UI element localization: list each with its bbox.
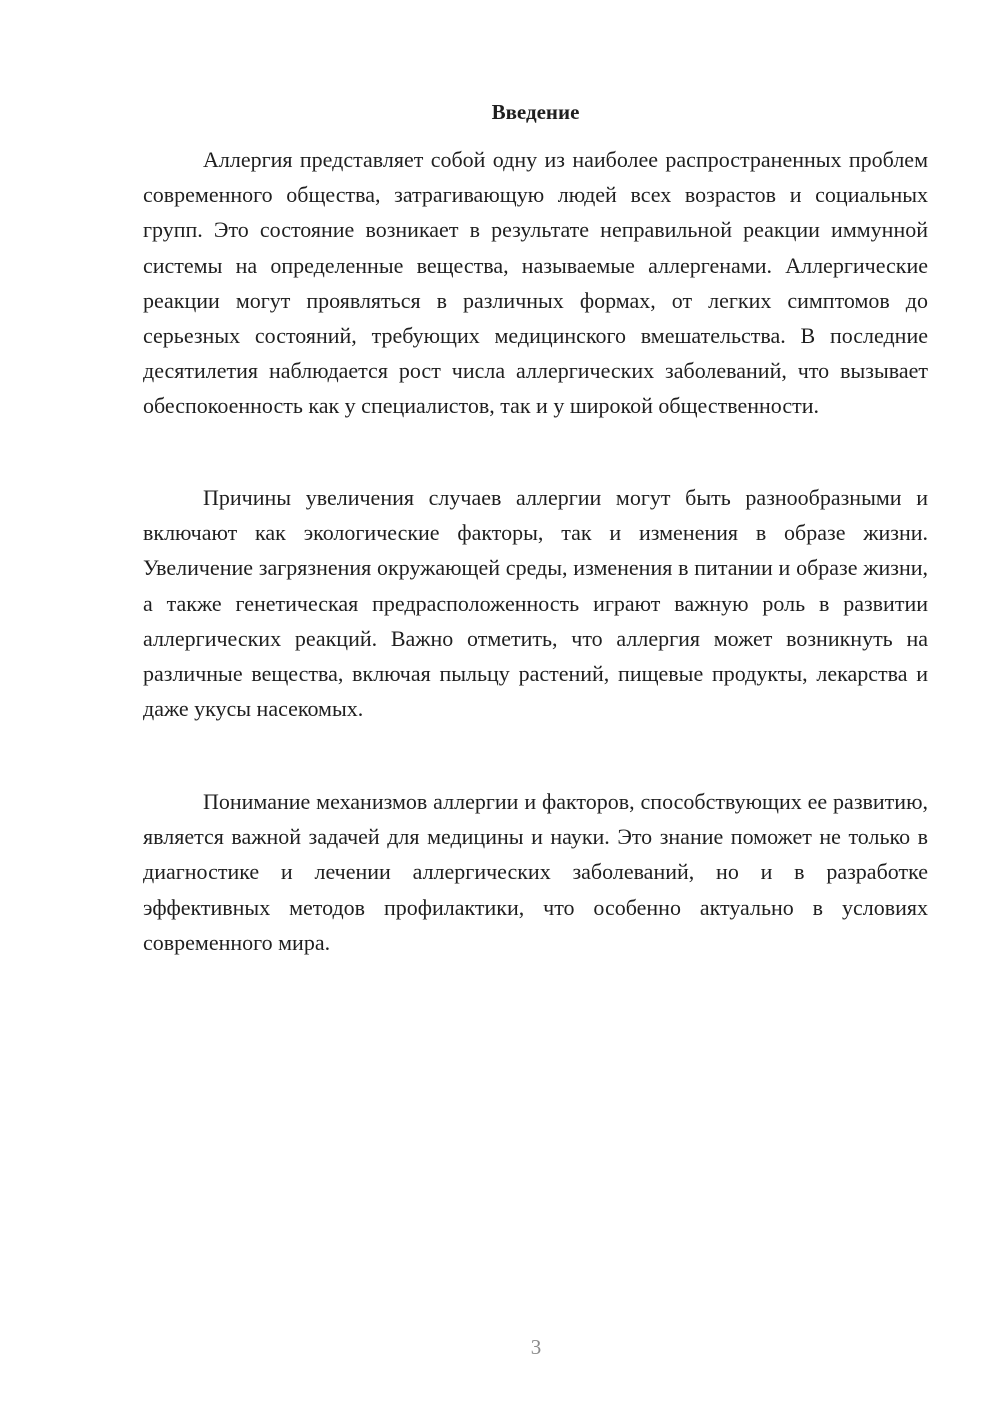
paragraph-2: Причины увеличения случаев аллергии могут быть разнообразными и включают как экологические факторы, так и изменения в образе жизни. Увеличение загрязнения окружающей среды, изменения в питании и образе жизни, а также генетическая предрасположенность играют важную роль в развитии аллергических реакций. Важно отметить, что аллергия может возникнуть на различные вещества, включая пыльцу растений, пищевые продукты, лекарства и даже укусы насекомых. <box>143 485 928 722</box>
paragraph-1: Аллергия представляет собой одну из наиболее распространенных проблем современного общества, затрагивающую людей всех возрастов и социальных групп. Это состояние возникает в результате неправильной реакции иммунной системы на определенные вещества, называемые аллергенами. Аллергические реакции могут проявляться в различных формах, от легких симптомов до серьезных состояний, требующих медицинского вмешательства. В последние десятилетия наблюдается рост числа аллергических заболеваний, что вызывает обеспокоенность как у специалистов, так и у широкой общественности. <box>143 147 928 419</box>
page-number: 3 <box>530 1335 542 1359</box>
section-heading: Введение <box>491 100 580 124</box>
paragraph-3: Понимание механизмов аллергии и факторов, способствующих ее развитию, является важной задачей для медицины и науки. Это знание поможет не только в диагностике и лечении аллергических заболеваний, но и в разработке эффективных методов профилактики, что особенно актуально в условиях современного мира. <box>143 789 928 955</box>
